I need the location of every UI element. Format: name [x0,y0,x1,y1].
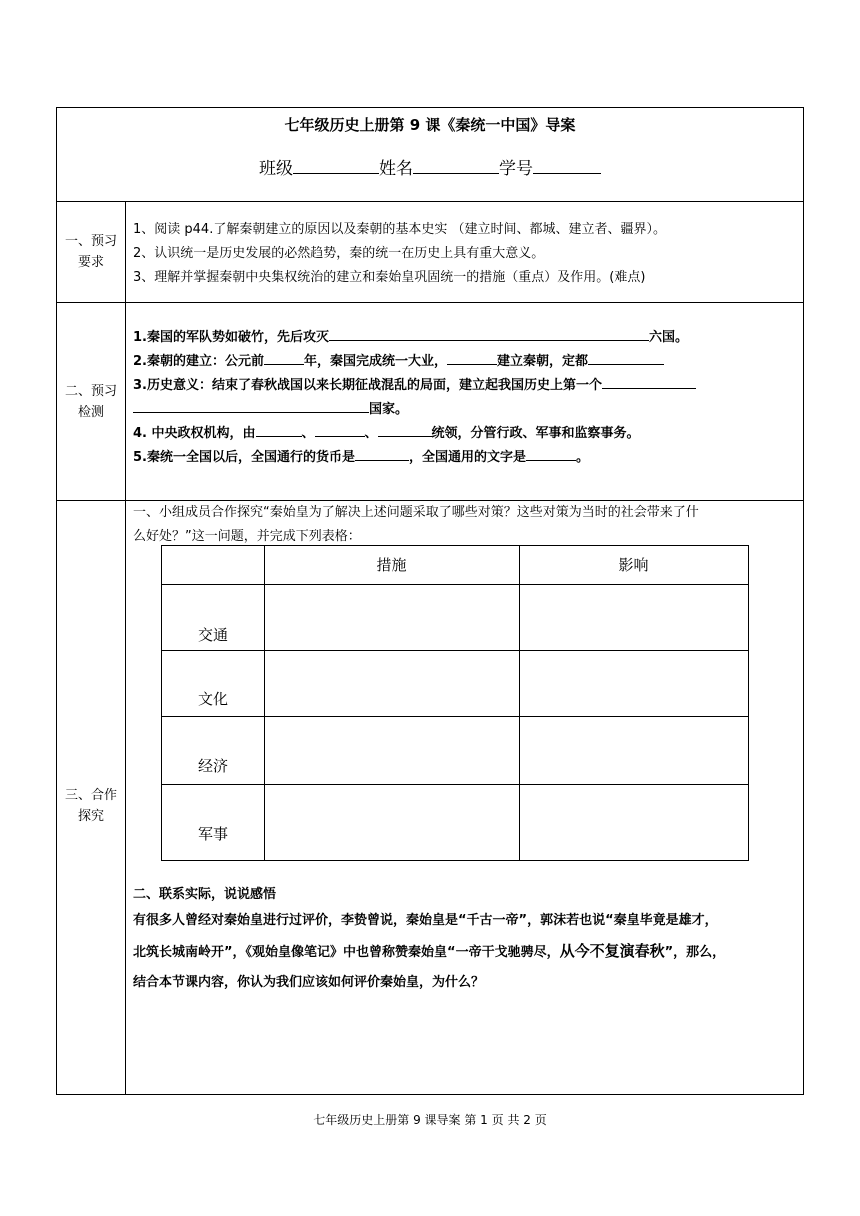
measures-table [161,545,749,861]
page-footer: 七年级历史上册第 9 课导案 第 1 页 共 2 页 [313,1113,547,1127]
answer-blank[interactable] [588,350,664,365]
class-label: 班级 [259,159,293,179]
worksheet-frame [56,107,804,1095]
name-label: 姓名 [379,159,413,179]
answer-blank[interactable] [315,422,365,437]
column-divider [125,201,126,1094]
reflection-text: 北筑长城南岭开”，《观始皇像笔记》中也曾称赞秦始皇“一帝干戈驰骋尽，从今不复演春秋”，那么， [133,942,726,960]
reflection-section [133,884,797,998]
answer-blank[interactable] [526,446,576,461]
section-cooperative-inquiry-label: 三、合作 探究 [64,788,117,824]
requirement-item: 2、认识统一是历史发展的必然趋势，秦的统一在历史上具有重大意义。 [133,246,545,261]
inquiry-intro: 一、小组成员合作探究“秦始皇为了解决上述问题采取了哪些对策？这些对策为当时的社会带来了什 [133,505,699,520]
question-1: 1.秦国的军队势如破竹，先后攻灭 六国。 [133,326,797,350]
class-blank[interactable] [293,157,379,174]
requirement-item: 3、理解并掌握秦朝中央集权统治的建立和秦始皇巩固统一的措施（重点）及作用。(难点) [133,270,646,285]
question-3: 3.历史意义：结束了春秋战国以来长期征战混乱的局面，建立起我国历史上第一个 [133,374,797,398]
table-header-impact: 影响 [618,556,649,574]
number-blank[interactable] [533,157,601,174]
answer-blank[interactable] [355,446,409,461]
divider [57,201,803,202]
answer-blank[interactable] [447,350,497,365]
inquiry-intro: 么好处？”这一问题，并完成下列表格： [133,529,361,544]
section-preview-requirements [133,218,797,290]
table-row-military: 军事 [197,825,228,843]
section-preview-requirements-label: 一、预习 要求 [64,234,117,270]
answer-blank[interactable] [602,374,696,389]
answer-blank[interactable] [133,398,369,413]
requirement-item: 1、阅读 p44.了解秦朝建立的原因以及秦朝的基本史实 （建立时间、都城、建立者、疆界）。 [133,222,666,237]
question-5: 5.秦统一全国以后，全国通行的货币是 ，全国通用的文字是 。 [133,446,797,470]
section-preview-test-label: 二、预习 检测 [64,384,117,420]
answer-blank[interactable] [378,422,432,437]
table-header-measures: 措施 [376,556,407,574]
reflection-text: 结合本节课内容，你认为我们应该如何评价秦始皇，为什么？ [133,975,485,990]
answer-blank[interactable] [329,326,649,341]
question-4: 4. 中央政权机构，由 、 、 统领，分管行政、军事和监察事务。 [133,422,797,446]
answer-blank[interactable] [256,422,302,437]
reflection-text: 有很多人曾经对秦始皇进行过评价，李贽曾说，秦始皇是“千古一帝”，郭沫若也说“秦皇毕竟是雄才， [133,913,718,928]
table-row-economy: 经济 [197,757,228,775]
divider [57,302,803,303]
answer-blank[interactable] [264,350,304,365]
section-preview-test [133,326,797,470]
reflection-title: 二、联系实际，说说感悟 [133,887,277,902]
table-row-culture: 文化 [197,690,228,708]
question-3-cont: 国家。 [133,398,797,422]
student-info-row [57,154,803,179]
section-cooperative-inquiry [133,501,797,549]
table-row-transport: 交通 [197,626,228,644]
name-blank[interactable] [413,157,499,174]
page-title: 七年级历史上册第 9 课《秦统一中国》导案 [284,116,576,134]
question-2: 2.秦朝的建立：公元前 年，秦国完成统一大业， 建立秦朝，定都 [133,350,797,374]
number-label: 学号 [499,159,533,179]
